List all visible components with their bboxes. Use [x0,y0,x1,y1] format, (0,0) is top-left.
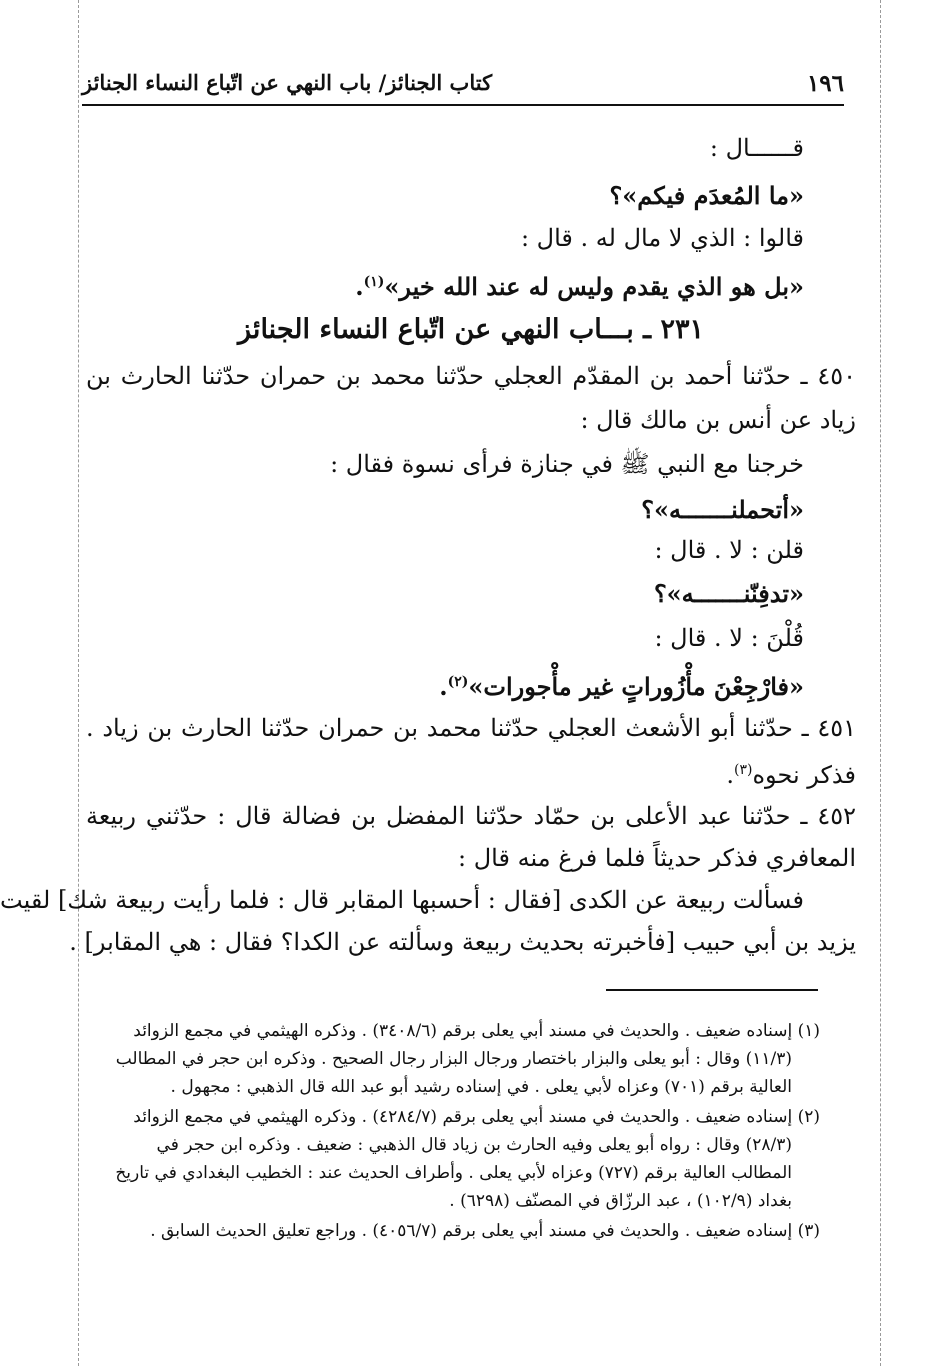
footnote-divider [606,989,818,991]
hadith-quote: «تدفِنّنـــــــه»؟ [653,579,804,608]
footnote-line: (٢) إسناده ضعيف . والحديث في مسند أبي يعلى برقم (٤٢٨٤/٧) . وذكره الهيثمي في مجمع الزوائد [133,1107,820,1127]
text-line: قالوا : الذي لا مال له . قال : [520,224,804,252]
hadith-452-line-3: فسألت ربيعة عن الكدى [فقال : أحسبها المقابر قال : فلما رأيت ربيعة شك] لقيت [0,886,804,914]
hadith-451-line-2: فذكر نحوه$^{(٣)}$. [726,761,856,789]
right-margin-guide [880,0,881,1366]
hadith-450-line-1: ٤٥٠ ـ حدّثنا أحمد بن المقدّم العجلي حدّثنا محمد بن حمران حدّثنا الحارث بن [86,362,856,390]
text-line: قلن : لا . قال : [654,536,804,564]
footnote-ref: (٣) [734,762,753,778]
hadith-452-line-1: ٤٥٢ ـ حدّثنا عبد الأعلى بن حمّاد حدّثنا المفضل بن فضالة قال : حدّثني ربيعة [86,802,856,830]
footnote-line: (٢٨/٣) وقال : رواه أبو يعلى وفيه الحارث بن زياد قال الذهبي : ضعيف . وذكره ابن حجر في [156,1135,792,1155]
hadith-quote: «أتحملنـــــــه»؟ [641,495,804,524]
text-line: خرجنا مع النبي ﷺ في جنازة فرأى نسوة فقال : [330,450,804,478]
chapter-heading: ٢٣١ ـ بـــاب النهي عن اتّباع النساء الجنائز [238,314,704,345]
text-line: قــــــال : [709,134,804,162]
footnote-ref: (١) [363,274,385,290]
footnote-line: المطالب العالية برقم (٧٢٧) وعزاه لأبي يعلى . وأطراف الحديث عند : الخطيب البغدادي في تاريخ [115,1163,792,1183]
left-margin-guide [78,0,79,1366]
hadith-450-line-2: زياد عن أنس بن مالك قال : [580,406,856,434]
footnote-line: (١١/٣) وقال : أبو يعلى والبزار باختصار ورجال البزار رجال الصحيح . وذكره ابن حجر في المطالب [115,1049,792,1069]
footnote-line: بغداد (١٠٢/٩) ، عبد الرزّاق في المصنّف (٦٢٩٨) . [449,1191,792,1211]
hadith-quote: «فارْجِعْنَ مأْزُوراتٍ غير مأْجورات»$^{(٢)}$. [439,672,804,701]
footnote-ref: (٢) [447,674,469,690]
page-number: ١٩٦ [806,70,844,97]
text-line: قُلْنَ : لا . قال : [654,624,804,652]
footnote-line: (١) إسناده ضعيف . والحديث في مسند أبي يعلى برقم (٣٤٠٨/٦) . وذكره الهيثمي في مجمع الزوائد [133,1021,820,1041]
running-title: كتاب الجنائز/ باب النهي عن اتّباع النساء الجنائز [82,70,493,95]
hadith-quote: «ما المُعدَم فيكم»؟ [609,181,804,210]
hadith-quote: «بل هو الذي يقدم وليس له عند الله خير»$^{(١)}$. [355,272,804,301]
hadith-451-line-1: ٤٥١ ـ حدّثنا أبو الأشعث العجلي حدّثنا محمد بن حمران حدّثنا الحارث بن زياد . [86,714,856,742]
hadith-452-line-2: المعافري فذكر حديثاً فلما فرغ منه قال : [458,844,856,872]
footnote-line: العالية برقم (٧٠١) وعزاه لأبي يعلى . في إسناده رشيد أبو عبد الله قال الذهبي : مجهول . [170,1077,792,1097]
hadith-452-line-4: يزيد بن أبي حبيب [فأخبرته بحديث ربيعة وسألته عن الكدا؟ فقال : هي المقابر] . [69,928,856,956]
footnote-line: (٣) إسناده ضعيف . والحديث في مسند أبي يعلى برقم (٤٠٥٦/٧) . وراجع تعليق الحديث السابق . [150,1221,820,1241]
